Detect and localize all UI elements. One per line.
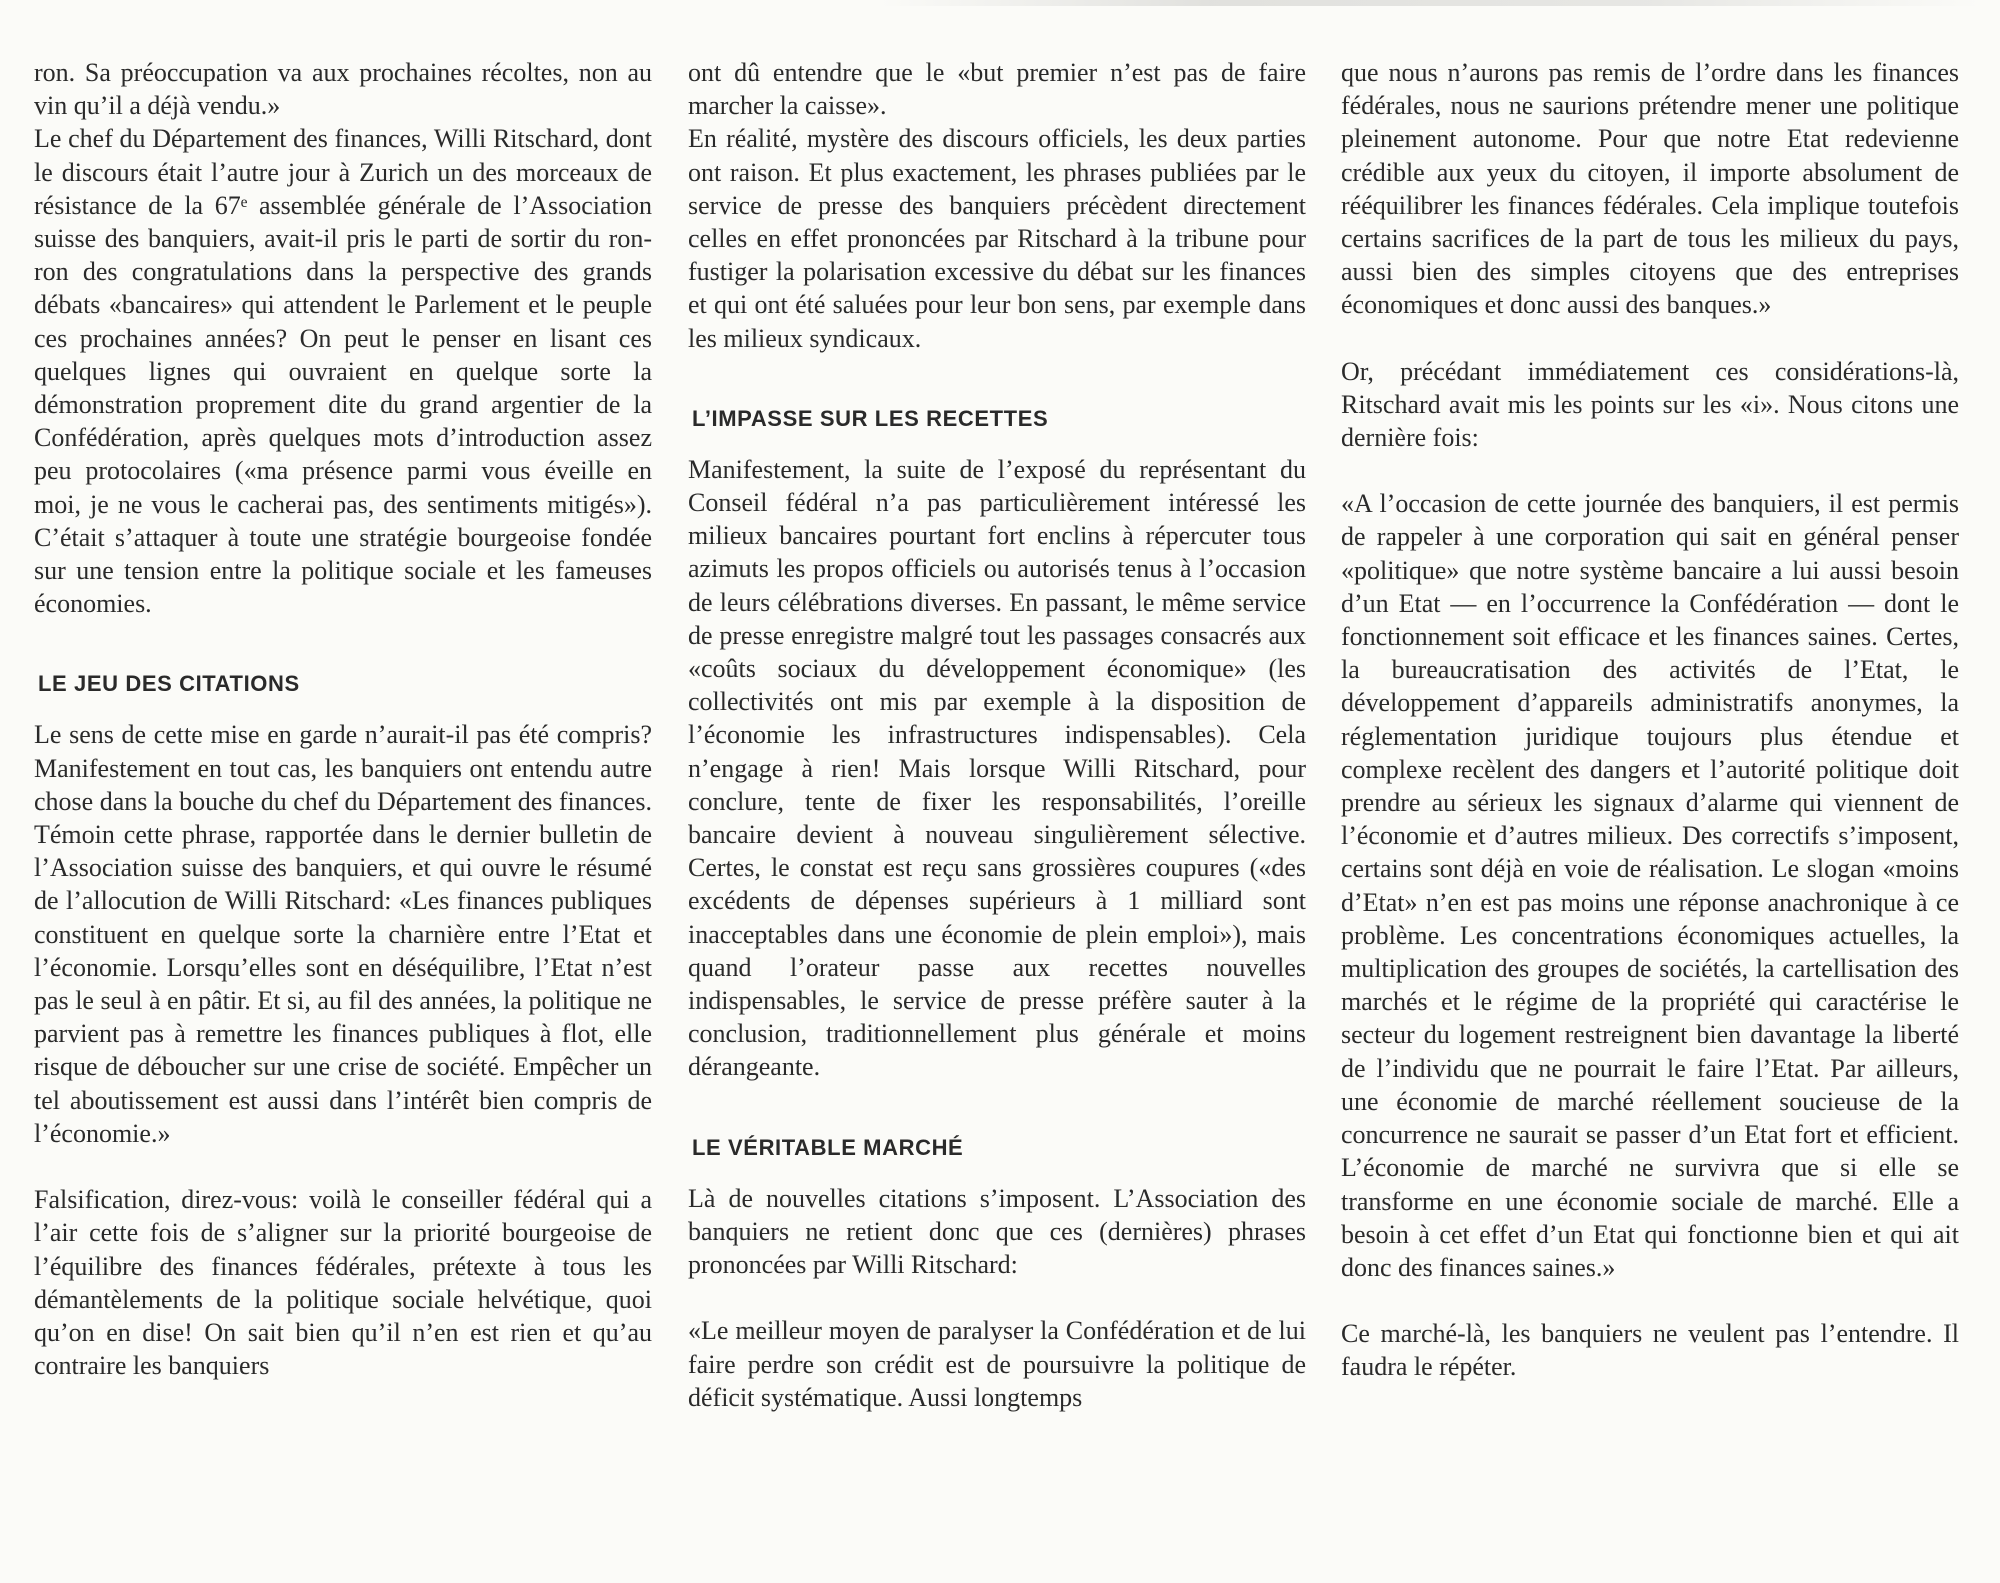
paragraph: Manifestement, la suite de l’exposé du représentant du Conseil fédéral n’a pas particulièrement intéressé les milieux bancaires pourtant fort enclins à répercuter tous azimuts les propos officiels ou autorisés tenus à l’occasion de leurs célébrations diverses. En passant, le même service de presse enregistre malgré tout les passages consacrés aux «coûts sociaux du développement économique» (les collectivités ont mis par exemple à la disposition de l’économie les infrastructures indispensables). Cela n’engage à rien! Mais lorsque Willi Ritschard, pour conclure, tente de fixer les responsabilités, l’oreille bancaire devient à nouveau singulièrement sélective. Certes, le constat est reçu sans grossières coupures («des excédents de dépenses supérieurs à 1 milliard sont inacceptables dans une économie de plein emploi»), mais quand l’orateur passe aux recettes nouvelles indispensables, le service de presse préfère sauter à la conclusion, traditionnellement plus générale et moins dérangeante.: [688, 454, 1306, 1082]
paragraph: Le sens de cette mise en garde n’aurait-il pas été compris? Manifestement en tout cas, les banquiers ont entendu autre chose dans la bouche du chef du Département des finances. Témoin cette phrase, rapportée dans le dernier bulletin de l’Association suisse des banquiers, et qui ouvre le résumé de l’allocution de Willi Ritschard: «Les finances publiques constituent en quelque sorte la charnière entre l’Etat et l’économie. Lorsqu’elles sont en déséquilibre, l’Etat n’est pas le seul à en pâtir. Et si, au fil des années, la politique ne parvient pas à remettre les finances publiques à flot, elle risque de déboucher sur une crise de société. Empêcher un tel aboutissement est aussi dans l’intérêt bien compris de l’économie.»: [34, 720, 652, 1148]
section-heading: LE JEU DES CITATIONS: [38, 671, 300, 697]
paragraph: que nous n’aurons pas remis de l’ordre dans les finances fédérales, nous ne saurions prétendre mener une politique pleinement autonome. Pour que notre Etat redevienne crédible aux yeux du citoyen, il importe absolument de rééquilibrer les finances fédérales. Cela implique toutefois certains sacrifices de la part de tous les milieux du pays, aussi bien des simples citoyens que des entreprises économiques et donc aussi des banques.»: [1341, 58, 1959, 320]
section-heading: L’IMPASSE SUR LES RECETTES: [692, 405, 1049, 431]
paragraph: Le chef du Département des finances, Willi Ritschard, dont le discours était l’autre jour à Zurich un des morceaux de résistance de la 67ᵉ assemblée générale de l’Association suisse des banquiers, avait-il pris le parti de sortir du ron-ron des congratulations dans la perspective des grands débats «bancaires» qui attendent le Parlement et le peuple ces prochaines années? On peut le penser en lisant ces quelques lignes qui ouvraient en quelque sorte la démonstration proprement dite du grand argentier de la Confédération, après quelques mots d’introduction assez peu protocolaires («ma présence parmi vous éveille en moi, je ne vous le cacherai pas, des sentiments mitigés»). C’était s’attaquer à toute une stratégie bourgeoise fondée sur une tension entre la politique sociale et les fameuses économies.: [34, 124, 652, 619]
paragraph: «A l’occasion de cette journée des banquiers, il est permis de rappeler à une corporation qui sait en général penser «politique» que notre système bancaire a lui aussi besoin d’un Etat — en l’occurrence la Confédération — dont le fonctionnement soit efficace et les finances saines. Certes, la bureaucratisation des activités de l’Etat, le développement d’appareils administratifs anonymes, la réglementation juridique toujours plus étendue et complexe recèlent des dangers et l’autorité politique doit prendre au sérieux les signaux d’alarme qui viennent de l’économie et d’autres milieux. Des correctifs s’imposent, certains sont déjà en voie de réalisation. Le slogan «moins d’Etat» n’en est pas moins une réponse anachronique à ce problème. Les concentrations économiques actuelles, la multiplication des groupes de sociétés, la cartellisation des marchés et le régime de la propriété qui caractérise le secteur du logement restreignent bien davantage la liberté de l’individu que ne pourrait le faire l’Etat. Par ailleurs, une économie de marché réellement soucieuse de la concurrence ne saurait se passer d’un Etat fort et efficient. L’économie de marché ne survivra que si elle se transforme en une économie sociale de marché. Elle a besoin à cet effet d’un Etat qui fonctionne bien et qui ait donc des finances saines.»: [1341, 489, 1959, 1282]
paragraph: Là de nouvelles citations s’imposent. L’Association des banquiers ne retient donc que ces (dernières) phrases prononcées par Willi Ritschard:: [688, 1183, 1306, 1280]
paragraph: Ce marché-là, les banquiers ne veulent pas l’entendre. Il faudra le répéter.: [1341, 1319, 1959, 1382]
column-left: [34, 56, 652, 1382]
column-right: [1341, 56, 1959, 1384]
paragraph: ron. Sa préoccupation va aux prochaines récoltes, non au vin qu’il a déjà vendu.»: [34, 58, 652, 121]
paragraph: En réalité, mystère des discours officiels, les deux parties ont raison. Et plus exactement, les phrases publiées par le service de presse des banquiers précèdent directement celles en effet prononcées par Ritschard à la tribune pour fustiger la polarisation excessive du débat sur les finances et qui ont été saluées pour leur bon sens, par exemple dans les milieux syndicaux.: [688, 124, 1306, 353]
paragraph: ont dû entendre que le «but premier n’est pas de faire marcher la caisse».: [688, 58, 1306, 121]
column-middle: [688, 56, 1306, 1414]
top-edge-shading: [880, 0, 1980, 6]
paragraph: Falsification, direz-vous: voilà le conseiller fédéral qui a l’air cette fois de s’aligner sur la priorité bourgeoise de l’équilibre des finances fédérales, prétexte à tous les démantèlements de la politique sociale helvétique, quoi qu’on en dise! On sait bien qu’il n’en est rien et qu’au contraire les banquiers: [34, 1185, 652, 1381]
paragraph: Or, précédant immédiatement ces considérations-là, Ritschard avait mis les points sur les «i». Nous citons une dernière fois:: [1341, 356, 1959, 453]
paragraph: «Le meilleur moyen de paralyser la Confédération et de lui faire perdre son crédit est de poursuivre la politique de déficit systématique. Aussi longtemps: [688, 1316, 1306, 1412]
section-heading: LE VÉRITABLE MARCHÉ: [692, 1134, 964, 1160]
